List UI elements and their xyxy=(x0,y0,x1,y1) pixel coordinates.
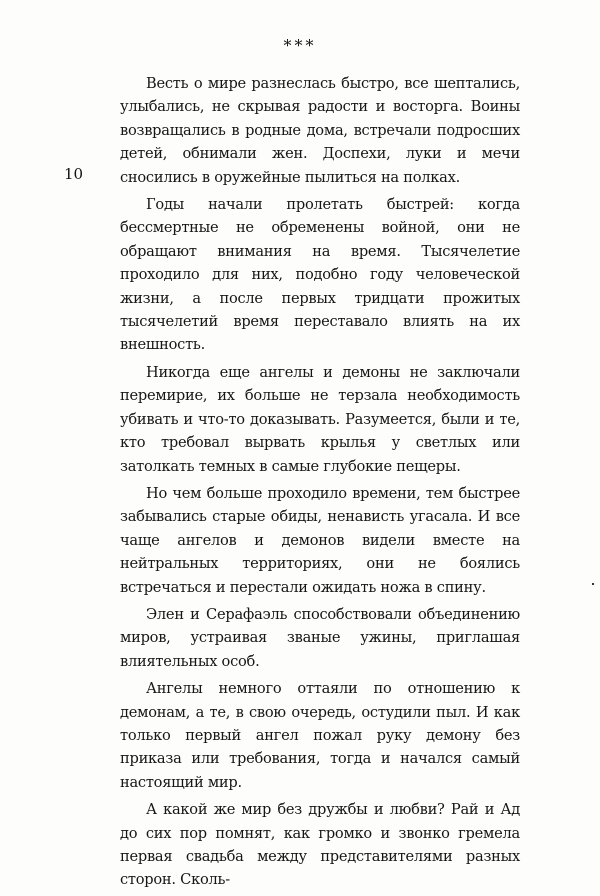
section-break-ornament: *** xyxy=(283,36,317,55)
paragraph: Годы начали пролетать быстрей: когда бессмертные не обременены войной, они не обращают внимания на время. Тысячелетие проходило для них, подобно году человеческой жизни, а после первых тридцати прожитых тысячелетий время переставало влиять на их внешность. xyxy=(120,196,520,354)
page-number: 10 xyxy=(64,165,84,183)
paragraph: Элен и Серафаэль способствовали объединению миров, устраивая званые ужины, приглашая влиятельных особ. xyxy=(120,605,520,670)
paragraph: А какой же мир без дружбы и любви? Рай и Ад до сих пор помнят, как громко и звонко гремела первая свадьба между представителями разных сторон. Сколь- xyxy=(120,801,520,889)
paragraph: Ангелы немного оттаяли по отношению к демонам, а те, в свою очередь, остудили пыл. И как только первый ангел пожал руку демону без приказа или требования, тогда и начался самый настоящий мир. xyxy=(120,680,520,791)
paragraph: Никогда еще ангелы и демоны не заключали перемирие, их больше не терзала необходимость убивать и что-то доказывать. Разумеется, были и те, кто требовал вырвать крылья у светлых или затолкать темных в самые глубокие пещеры. xyxy=(120,363,520,475)
body-text xyxy=(120,72,520,896)
paragraph: Но чем больше проходило времени, тем быстрее забывались старые обиды, ненависть угасала. И все чаще ангелов и демонов видели вместе на нейтральных территориях, они не боялись встречаться и перестали ожидать ножа в спину. xyxy=(120,484,520,596)
margin-dot xyxy=(592,583,594,585)
paragraph: Весть о мире разнеслась быстро, все шептались, улыбались, не скрывая радости и восторга. Воины возвращались в родные дома, встречали подросших детей, обнимали жен. Доспехи, луки и мечи сносились в оружейные пылиться на полках. xyxy=(120,75,520,186)
